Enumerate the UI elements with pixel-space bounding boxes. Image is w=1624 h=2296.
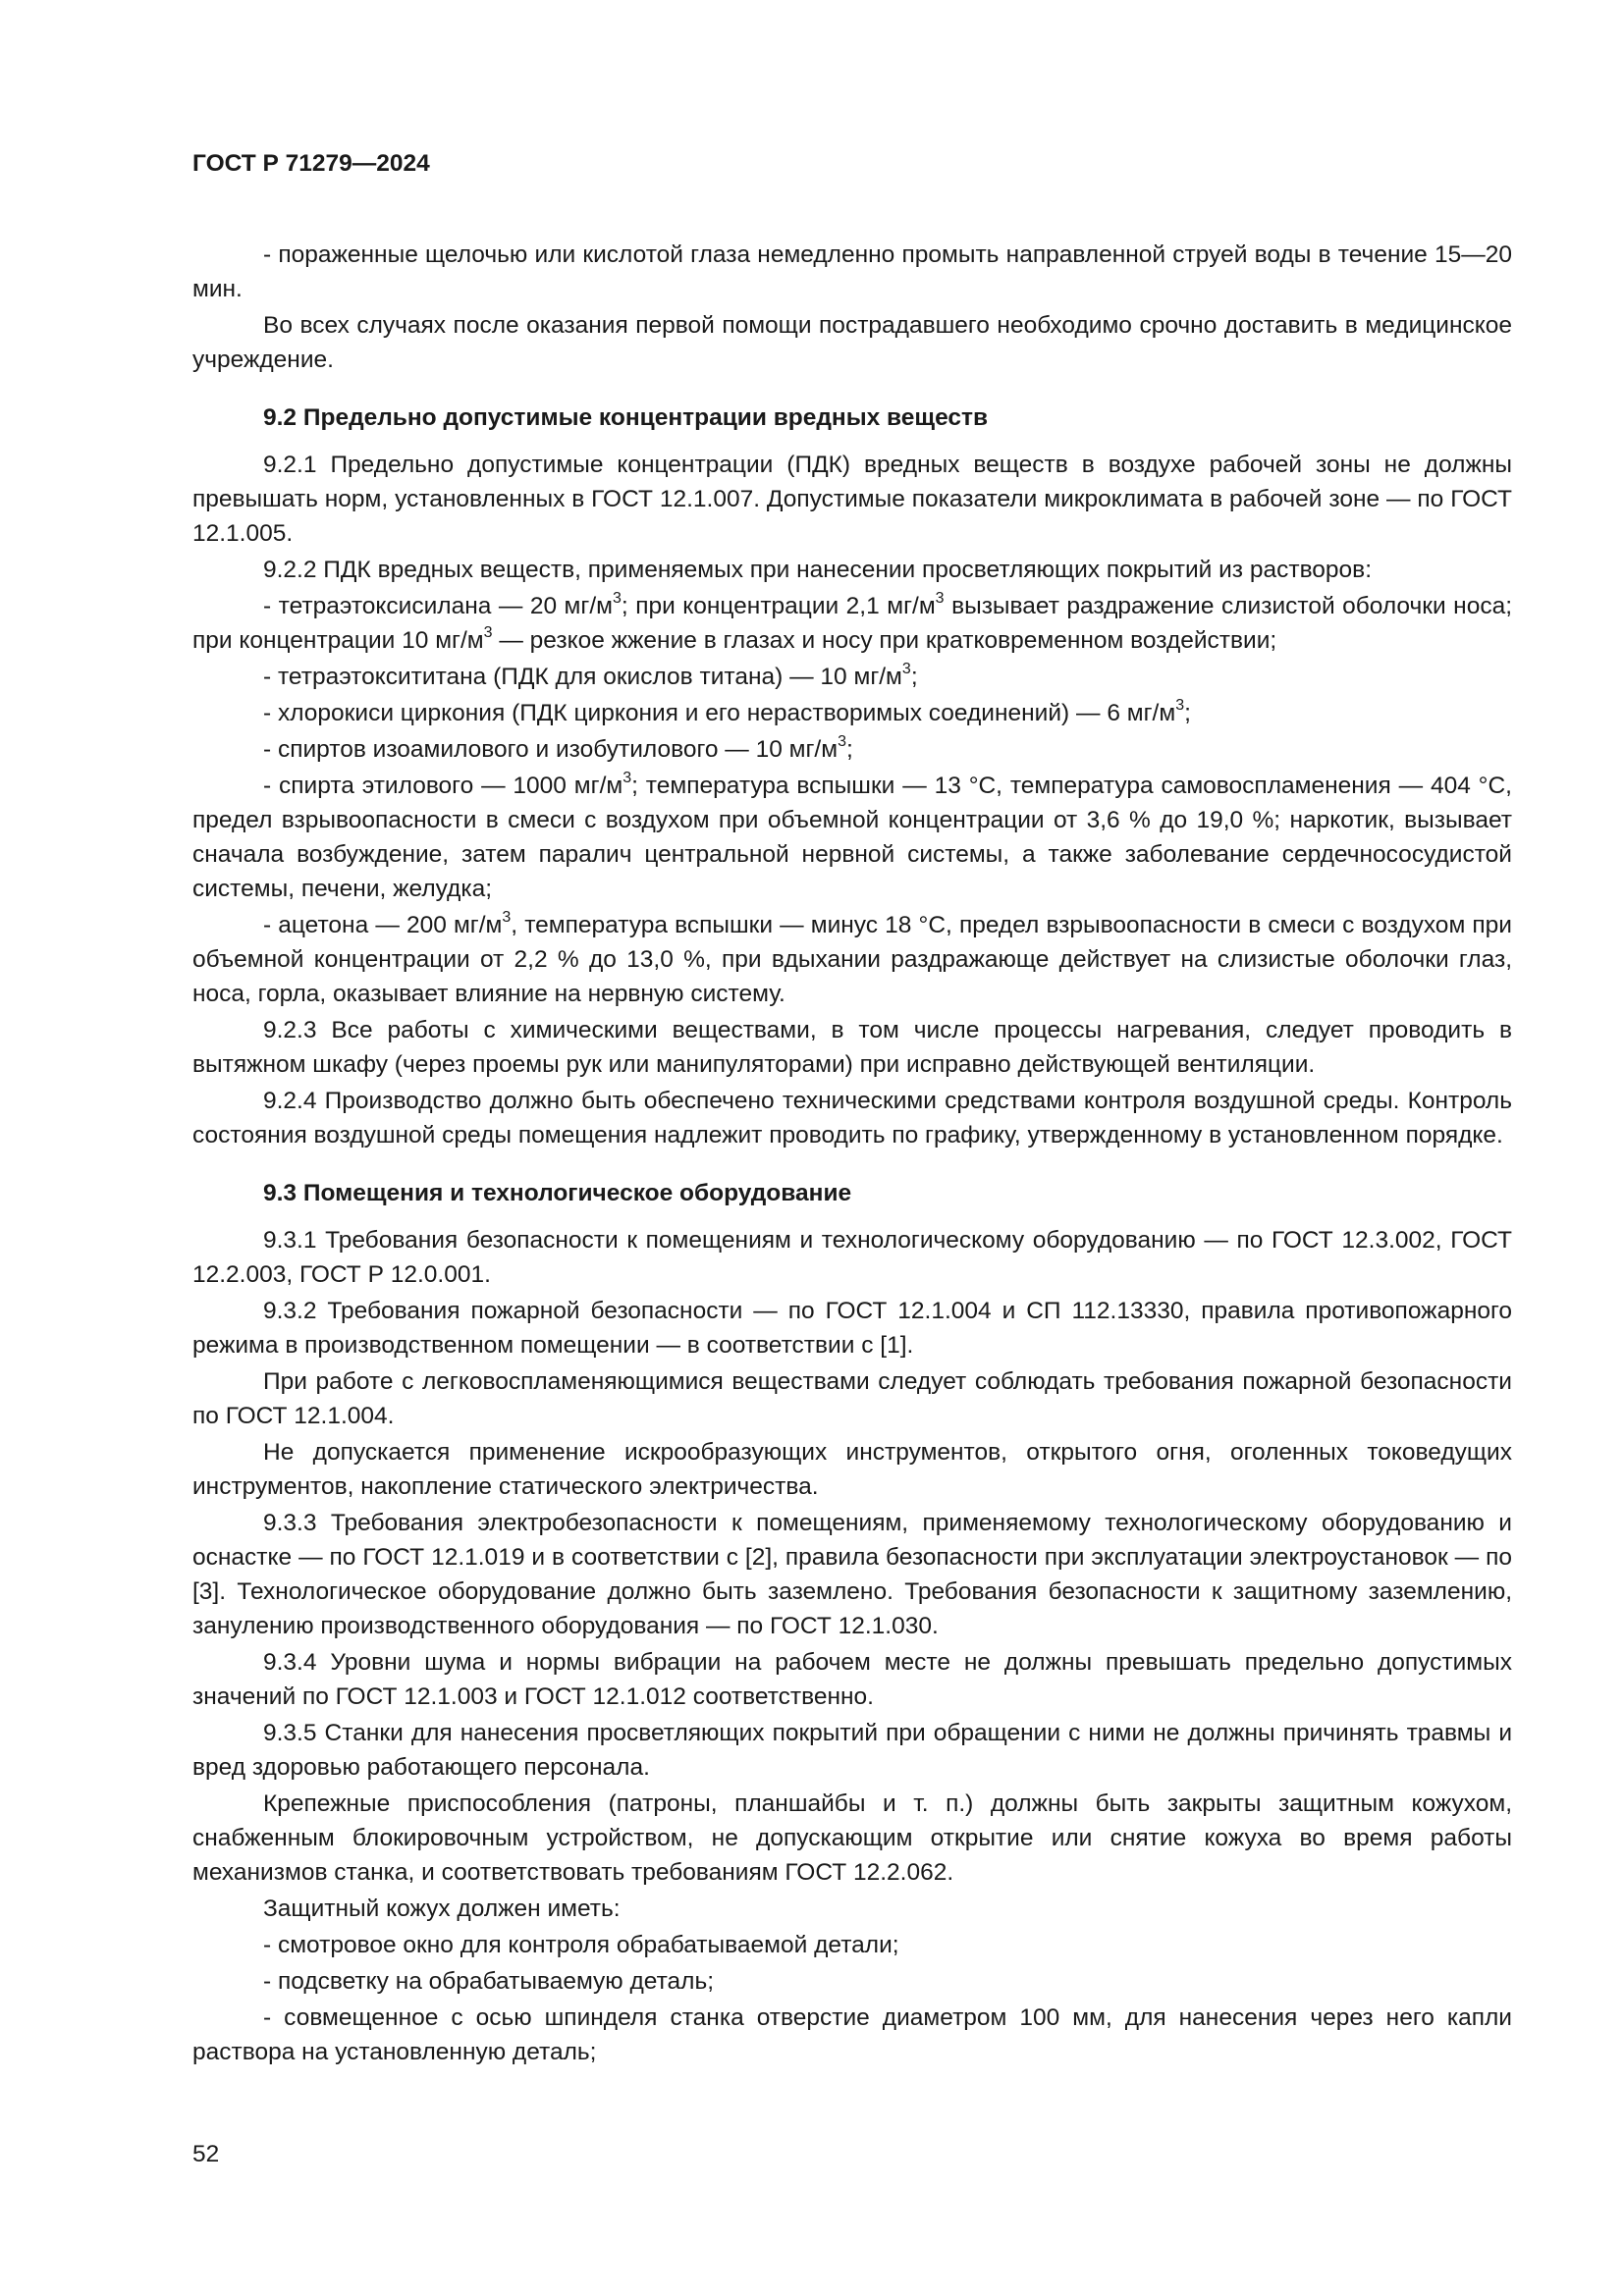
page-number: 52: [192, 2141, 220, 2167]
superscript: 3: [901, 660, 911, 677]
paragraph: - смотровое окно для контроля обрабатываемой детали;: [263, 1932, 899, 1958]
paragraph: 9.3.3 Требования электробезопасности к помещениям, применяемому технологическому оборудованию и оснастке — по ГОСТ 12.1.019 и в соответствии с [2], правила безопасности при эксплуатации электроустановок — по [3]. Технологическое оборудование должно быть заземлено. Требования безопасности к защитному заземлению, занулению производственного оборудования — по ГОСТ 12.1.030.: [192, 1510, 1512, 1639]
paragraph: - тетраэтоксисилана — 20 $мг/м^3$; при концентрации 2,1 $мг/м^3$ вызывает раздражение слизистой оболочки носа; при концентрации 10 $мг/м^3$ — резкое жжение в глазах и носу при кратковременном воздействии;: [192, 589, 1513, 654]
paragraph: Защитный кожух должен иметь:: [263, 1896, 621, 1922]
superscript: 3: [935, 589, 945, 607]
section-heading: 9.3 Помещения и технологическое оборудование: [263, 1180, 852, 1206]
paragraph: - тетраэтоксититана (ПДК для окислов титана) — 10 $мг/м^3$;: [263, 660, 918, 690]
paragraph: - спиртов изоамилового и изобутилового — 10 $мг/м^3$;: [263, 732, 853, 763]
paragraph: 9.3.5 Станки для нанесения просветляющих покрытий при обращении с ними не должны причинять травмы и вред здоровью работающего персонала.: [192, 1720, 1512, 1781]
paragraph: Не допускается применение искрообразующих инструментов, открытого огня, оголенных токоведущих инструментов, накопление статического электричества.: [192, 1439, 1512, 1500]
paragraph: Во всех случаях после оказания первой помощи пострадавшего необходимо срочно доставить в медицинское учреждение.: [192, 312, 1512, 373]
superscript: 3: [623, 769, 632, 786]
paragraph: - совмещенное с осью шпинделя станка отверстие диаметром 100 мм, для нанесения через него капли раствора на установленную деталь;: [192, 2004, 1512, 2065]
paragraph: - пораженные щелочью или кислотой глаза немедленно промыть направленной струей воды в течение 15—20 мин.: [192, 241, 1512, 302]
paragraph: 9.2.1 Предельно допустимые концентрации (ПДК) вредных веществ в воздухе рабочей зоны не должны превышать норм, установленных в ГОСТ 12.1.007. Допустимые показатели микроклимата в рабочей зоне — по ГОСТ 12.1.005.: [192, 452, 1512, 547]
document-page: [192, 147, 1512, 2069]
paragraph: 9.3.4 Уровни шума и нормы вибрации на рабочем месте не должны превышать предельно допустимых значений по ГОСТ 12.1.003 и ГОСТ 12.1.012 соответственно.: [192, 1649, 1512, 1710]
paragraph: 9.2.4 Производство должно быть обеспечено техническими средствами контроля воздушной среды. Контроль состояния воздушной среды помещения надлежит проводить по графику, утвержденному в установленном порядке.: [192, 1088, 1512, 1148]
paragraph: 9.3.1 Требования безопасности к помещениям и технологическому оборудованию — по ГОСТ 12.3.002, ГОСТ 12.2.003, ГОСТ Р 12.0.001.: [192, 1227, 1512, 1288]
paragraph: 9.2.3 Все работы с химическими веществами, в том числе процессы нагревания, следует проводить в вытяжном шкафу (через проемы рук или манипуляторами) при исправно действующей вентиляции.: [192, 1017, 1512, 1078]
superscript: 3: [502, 908, 512, 926]
document-header: ГОСТ Р 71279—2024: [192, 150, 430, 177]
superscript: 3: [613, 589, 622, 607]
paragraph: - подсветку на обрабатываемую деталь;: [263, 1968, 715, 1995]
paragraph: - ацетона — 200 $мг/м^3$, температура вспышки — минус 18 °С, предел взрывоопасности в смеси с воздухом при объемной концентрации от 2,2 % до 13,0 %, при вдыхании раздражающе действует на слизистые оболочки глаз, носа, горла, оказывает влияние на нервную систему.: [192, 908, 1512, 1007]
paragraph: Крепежные приспособления (патроны, планшайбы и т. п.) должны быть закрыты защитным кожухом, снабженным блокировочным устройством, не допускающим открытие или снятие кожуха во время работы механизмов станка, и соответствовать требованиям ГОСТ 12.2.062.: [192, 1790, 1512, 1886]
paragraph: - хлорокиси циркония (ПДК циркония и его нерастворимых соединений) — 6 $мг/м^3$;: [263, 696, 1191, 726]
document-body: [192, 238, 1512, 2069]
section-heading: 9.2 Предельно допустимые концентрации вредных веществ: [263, 404, 989, 431]
paragraph: 9.2.2 ПДК вредных веществ, применяемых при нанесении просветляющих покрытий из растворов:: [263, 557, 1373, 583]
paragraph: 9.3.2 Требования пожарной безопасности — по ГОСТ 12.1.004 и СП 112.13330, правила противопожарного режима в производственном помещении — в соответствии с [1].: [192, 1298, 1512, 1359]
superscript: 3: [1175, 696, 1185, 714]
superscript: 3: [838, 732, 846, 750]
superscript: 3: [483, 623, 493, 641]
paragraph: - спирта этилового — 1000 $мг/м^3$; температура вспышки — 13 °С, температура самовоспламенения — 404 °С, предел взрывоопасности в смеси с воздухом при объемной концентрации от 3,6 % до 19,0 %; наркотик, вызывает сначала возбуждение, затем паралич центральной нервной системы, а также заболевание сердечнососудистой системы, печени, желудка;: [192, 769, 1512, 902]
paragraph: При работе с легковоспламеняющимися веществами следует соблюдать требования пожарной безопасности по ГОСТ 12.1.004.: [192, 1368, 1512, 1429]
